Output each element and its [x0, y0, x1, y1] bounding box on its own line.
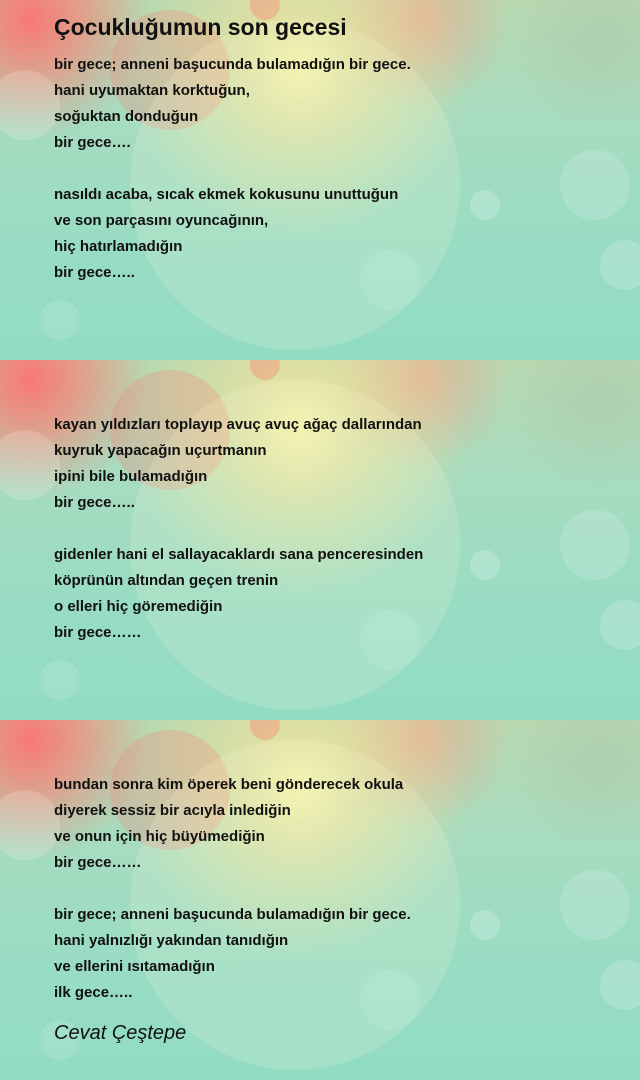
poem-line: bir gece…… [54, 624, 142, 641]
poem-line: bir gece….. [54, 494, 135, 511]
poem-panel-2 [0, 360, 640, 720]
stanza [54, 542, 423, 646]
poem-line: köprünün altından geçen trenin [54, 572, 279, 589]
poem-line: ve onun için hiç büyümediğin [54, 828, 265, 845]
poem-line: bir gece….. [54, 264, 135, 281]
bokeh-decoration [600, 960, 640, 1010]
poem-body [54, 52, 411, 312]
bokeh-decoration [0, 70, 60, 140]
bokeh-decoration [600, 600, 640, 650]
bokeh-decoration [250, 720, 280, 740]
bokeh-decoration [560, 510, 630, 580]
bokeh-decoration [0, 790, 60, 860]
poem-line: o elleri hiç göremediğin [54, 598, 223, 615]
poem-panel-3 [0, 720, 640, 1080]
poem-author: Cevat Çeştepe [54, 1022, 187, 1044]
poem-body [54, 412, 423, 672]
poem-line: ve son parçasını oyuncağının, [54, 212, 269, 229]
poem-line: bundan sonra kim öperek beni gönderecek okula [54, 776, 404, 793]
bokeh-decoration [560, 870, 630, 940]
poem-line: ve ellerini ısıtamadığın [54, 958, 215, 975]
poem-line: hiç hatırlamadığın [54, 238, 183, 255]
poem-line: hani uyumaktan korktuğun, [54, 82, 250, 99]
poem-title: Çocukluğumun son gecesi [54, 14, 347, 40]
poem-line: gidenler hani el sallayacaklardı sana penceresinden [54, 546, 424, 563]
poem-line: bir gece…… [54, 854, 142, 871]
poem-line: kayan yıldızları toplayıp avuç avuç ağaç dallarından [54, 416, 422, 433]
bokeh-decoration [0, 430, 60, 500]
stanza [54, 772, 411, 876]
stanza [54, 412, 423, 516]
poem-line: bir gece…. [54, 134, 131, 151]
poem-line: bir gece; anneni başucunda bulamadığın bir gece. [54, 56, 411, 73]
poem-line: ilk gece….. [54, 984, 133, 1001]
bokeh-decoration [600, 240, 640, 290]
bokeh-decoration [560, 150, 630, 220]
poem-line: diyerek sessiz bir acıyla inlediğin [54, 802, 291, 819]
poem-line: bir gece; anneni başucunda bulamadığın bir gece. [54, 906, 411, 923]
poem-body [54, 772, 411, 1032]
bokeh-decoration [470, 550, 500, 580]
poem-panel-1 [0, 0, 640, 360]
poem-line: hani yalnızlığı yakından tanıdığın [54, 932, 289, 949]
poem-line: soğuktan donduğun [54, 108, 199, 125]
stanza [54, 52, 411, 156]
stanza [54, 902, 411, 1006]
poem-line: kuyruk yapacağın uçurtmanın [54, 442, 267, 459]
bokeh-decoration [470, 910, 500, 940]
bokeh-decoration [470, 190, 500, 220]
bokeh-decoration [250, 360, 280, 380]
poem-line: nasıldı acaba, sıcak ekmek kokusunu unuttuğun [54, 186, 399, 203]
poem-line: ipini bile bulamadığın [54, 468, 208, 485]
stanza [54, 182, 411, 286]
